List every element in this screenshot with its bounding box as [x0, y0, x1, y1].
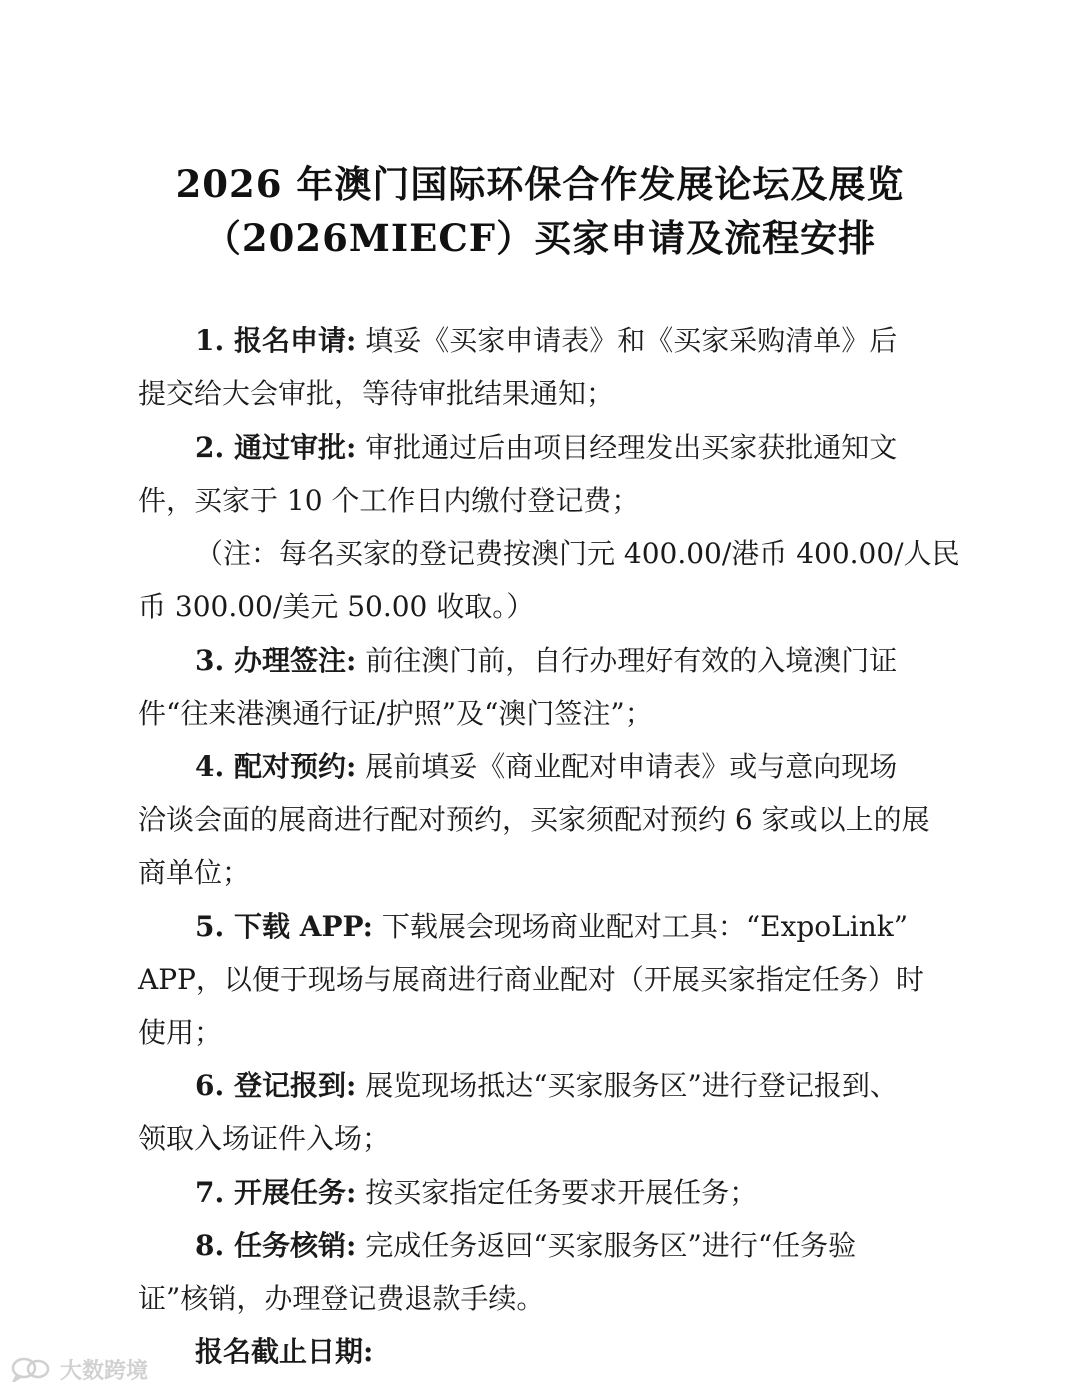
- item-2-text-line-1: 审批通过后由项目经理发出买家获批通知文: [365, 431, 898, 464]
- item-1-row: [195, 324, 898, 357]
- watermark: [10, 1354, 148, 1384]
- item-6-text-line-2: 领取入场证件入场；: [138, 1122, 391, 1155]
- item-1-label: 1. 报名申请:: [195, 324, 357, 357]
- speech-bubble-logo-icon: [10, 1356, 52, 1382]
- item-2-row: [195, 431, 898, 464]
- item-2-text-line-2: 件，买家于 10 个工作日内缴付登记费；: [138, 484, 640, 517]
- item-4-text-line-3: 商单位；: [138, 856, 251, 889]
- item-1-text-line-1: 填妥《买家申请表》和《买家采购清单》后: [365, 324, 898, 357]
- document-title-line-1: 2026 年澳门国际环保合作发展论坛及展览: [175, 162, 905, 206]
- item-5-label: 5. 下载 APP:: [195, 910, 373, 943]
- item-8-row: [195, 1229, 857, 1262]
- item-3-row: [195, 644, 898, 677]
- item-5-text-line-1: 下载展会现场商业配对工具：“ExpoLink”: [381, 910, 909, 943]
- item-8-text-line-2: 证”核销，办理登记费退款手续。: [138, 1282, 545, 1315]
- fee-note-line-2: 币 300.00/美元 50.00 收取。）: [138, 590, 535, 623]
- document-title-line-2: （2026MIECF）买家申请及流程安排: [203, 216, 877, 260]
- item-4-text-line-1: 展前填妥《商业配对申请表》或与意向现场: [365, 750, 898, 783]
- item-4-text-line-2: 洽谈会面的展商进行配对预约，买家须配对预约 6 家或以上的展: [138, 803, 930, 836]
- item-6-row: [195, 1069, 898, 1102]
- item-2-label: 2. 通过审批:: [195, 431, 357, 464]
- item-7-text-line-1: 按买家指定任务要求开展任务；: [365, 1176, 758, 1209]
- item-8-label: 8. 任务核销:: [195, 1229, 357, 1262]
- item-6-text-line-1: 展览现场抵达“买家服务区”进行登记报到、: [365, 1069, 898, 1102]
- item-3-text-line-2: 件“往来港澳通行证/护照”及“澳门签注”；: [138, 697, 653, 730]
- item-4-label: 4. 配对预约:: [195, 750, 357, 783]
- item-3-label: 3. 办理签注:: [195, 644, 357, 677]
- item-7-row: [195, 1176, 758, 1209]
- deadline-label: 报名截止日期:: [195, 1335, 374, 1368]
- item-6-label: 6. 登记报到:: [195, 1069, 357, 1102]
- item-4-row: [195, 750, 898, 783]
- item-7-label: 7. 开展任务:: [195, 1176, 357, 1209]
- item-5-text-line-2: APP，以便于现场与展商进行商业配对（开展买家指定任务）时: [138, 963, 924, 996]
- item-5-text-line-3: 使用；: [138, 1016, 223, 1049]
- item-8-text-line-1: 完成任务返回“买家服务区”进行“任务验: [365, 1229, 857, 1262]
- item-1-text-line-2: 提交给大会审批，等待审批结果通知；: [138, 377, 615, 410]
- item-3-text-line-1: 前往澳门前，自行办理好有效的入境澳门证: [365, 644, 898, 677]
- item-5-row: [195, 910, 909, 943]
- fee-note-line-1: （注：每名买家的登记费按澳门元 400.00/港币 400.00/人民: [195, 537, 960, 570]
- watermark-text: 大数跨境: [60, 1358, 149, 1384]
